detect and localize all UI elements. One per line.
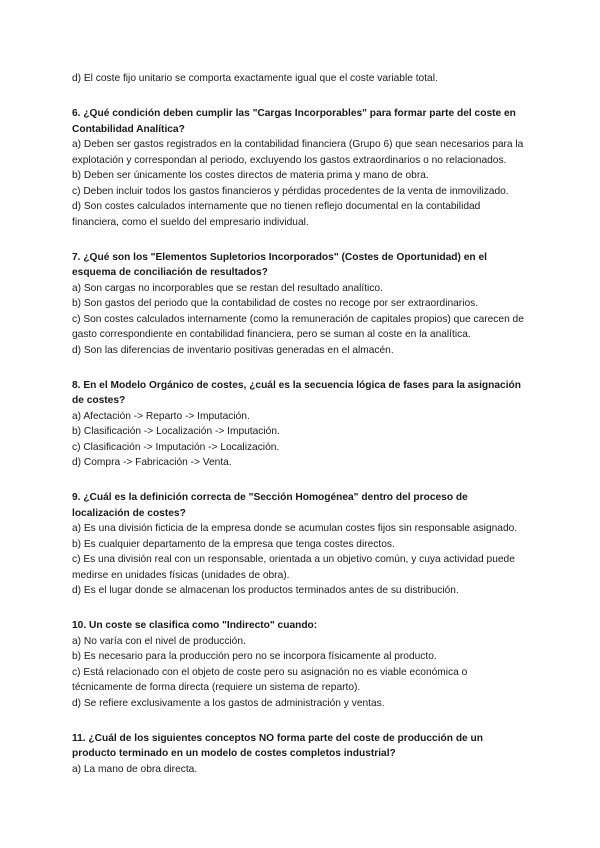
- option-a: a) No varía con el nivel de producción.: [72, 635, 246, 647]
- option-c: c) Está relacionado con el objeto de coste pero su asignación no es viable económica o técnicamente de forma directa (requiere un sistema de reparto).: [72, 666, 468, 693]
- question-title: 6. ¿Qué condición deben cumplir las "Cargas Incorporables" para formar parte del coste en Contabilidad Analítica?: [72, 108, 516, 135]
- option-b: b) Son gastos del periodo que la contabilidad de costes no recoge por ser extraordinarios.: [72, 298, 479, 309]
- option-d: d) Son costes calculados internamente que no tienen reflejo documental en la contabilidad financiera, como el sueldo del empresario individual.: [72, 201, 481, 228]
- option-d: d) Se refiere exclusivamente a los gastos de administración y ventas.: [72, 697, 385, 709]
- option-d: d) Son las diferencias de inventario positivas generadas en el almacén.: [72, 344, 394, 356]
- option-a: a) Deben ser gastos registrados en la contabilidad financiera (Grupo 6) que sean necesarios para la explotación y correspondan al periodo, excluyendo los gastos extraordinarios o no relacionados.: [72, 139, 524, 166]
- question-title: 11. ¿Cuál de los siguientes conceptos NO forma parte del coste de producción de un producto terminado en un modelo de costes completos industrial?: [72, 732, 483, 759]
- question-10: [72, 618, 528, 711]
- option-a: a) Afectación -> Reparto -> Imputación.: [72, 410, 250, 422]
- option-a: a) Son cargas no incorporables que se restan del resultado analítico.: [72, 282, 383, 294]
- option-b: b) Es cualquier departamento de la empresa que tenga costes directos.: [72, 538, 395, 550]
- question-title: 8. En el Modelo Orgánico de costes, ¿cuál es la secuencia lógica de fases para la asignación de costes?: [72, 379, 521, 406]
- option-d: d) Compra -> Fabricación -> Venta.: [72, 457, 232, 468]
- option-c: c) Deben incluir todos los gastos financieros y pérdidas procedentes de la venta de inmovilizado.: [72, 185, 509, 197]
- option-c: c) Clasificación -> Imputación -> Localización.: [72, 441, 280, 453]
- option-a: a) Es una división ficticia de la empresa donde se acumulan costes fijos sin responsable asignado.: [72, 523, 518, 534]
- question-11: [72, 731, 528, 778]
- question-title: 10. Un coste se clasifica como "Indirecto" cuando:: [72, 620, 318, 631]
- question-9: [72, 490, 528, 599]
- option-c: c) Es una división real con un responsable, orientada a un objetivo común, y cuya actividad puede medirse en unidades físicas (unidades de obra).: [72, 554, 515, 581]
- question-title: 9. ¿Cuál es la definición correcta de "Sección Homogénea" dentro del proceso de localización de costes?: [72, 492, 468, 519]
- question-8: [72, 378, 528, 471]
- question-title: 7. ¿Qué son los "Elementos Supletorios Incorporados" (Costes de Oportunidad) en el esquema de conciliación de resultados?: [72, 251, 487, 278]
- option-b: b) Deben ser únicamente los costes directos de materia prima y mano de obra.: [72, 170, 429, 181]
- question-7: [72, 250, 528, 359]
- option-c: c) Son costes calculados internamente (como la remuneración de capitales propios) que carecen de gasto correspondiente en contabilidad financiera, pero se suman al coste en la analítica.: [72, 313, 524, 340]
- option-b: b) Clasificación -> Localización -> Imputación.: [72, 426, 280, 437]
- option-d: d) Es el lugar donde se almacenan los productos terminados antes de su distribución.: [72, 585, 459, 596]
- option-b: b) Es necesario para la producción pero no se incorpora físicamente al producto.: [72, 651, 437, 662]
- option-a: a) La mano de obra directa.: [72, 763, 198, 775]
- question-6: [72, 106, 528, 230]
- leading-option: d) El coste fijo unitario se comporta exactamente igual que el coste variable total.: [72, 73, 438, 84]
